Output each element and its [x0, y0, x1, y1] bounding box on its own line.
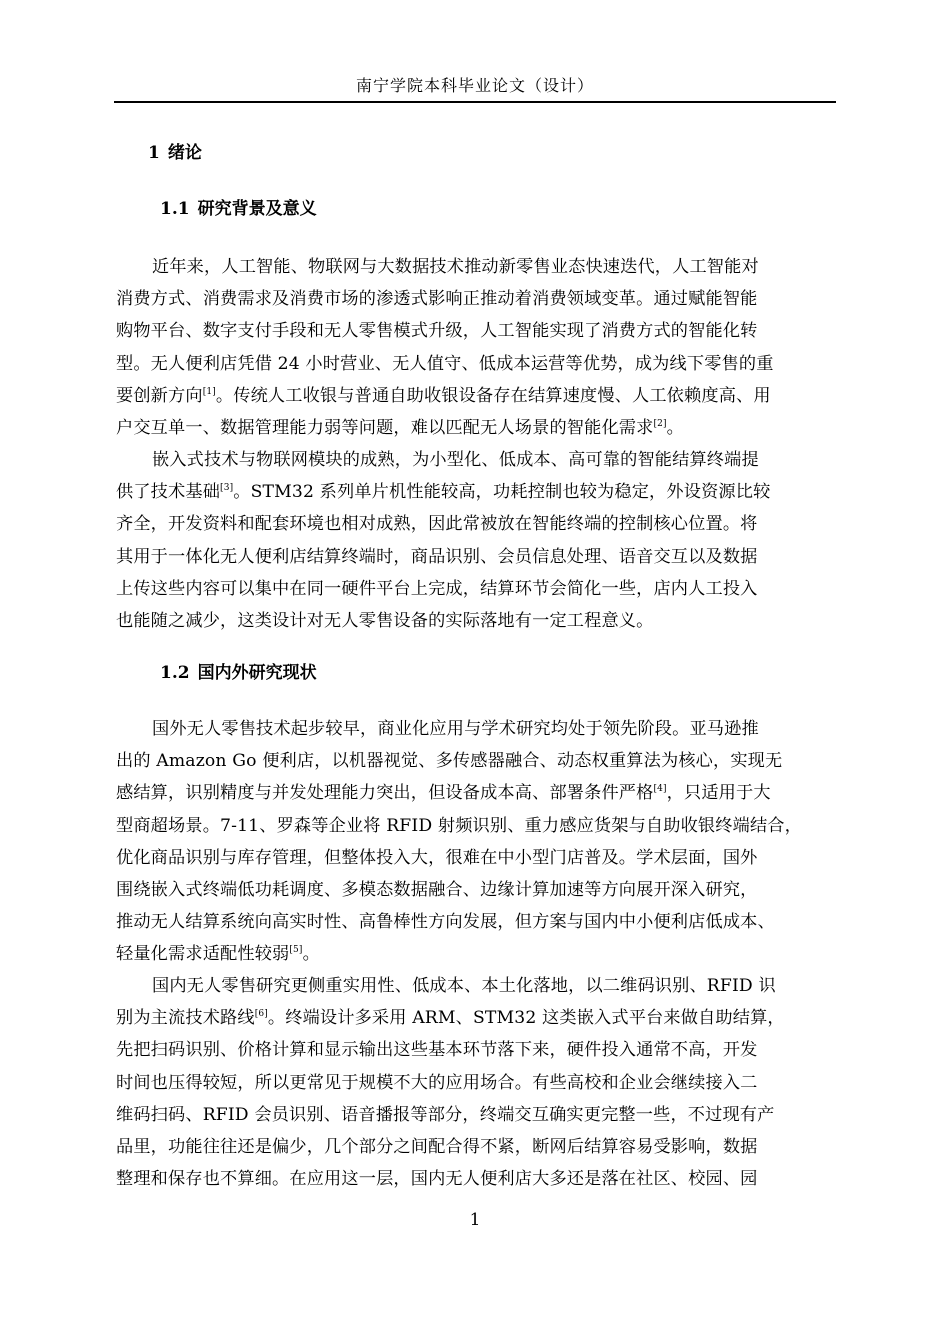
chapter-number: 1: [148, 143, 160, 163]
text-line: 优化商品识别与库存管理，但整体投入大，很难在中小型门店普及。学术层面，国外: [116, 847, 758, 868]
citation-ref: [6]: [254, 1009, 268, 1020]
citation-ref: [1]: [202, 386, 216, 397]
chapter-title: 绪论: [167, 143, 202, 163]
citation-ref: [4]: [653, 784, 667, 795]
section-title: 国内外研究现状: [197, 663, 317, 683]
text-line: 供了技术基础[3]。STM32 系列单片机性能较高，功耗控制也较为稳定，外设资源比较: [116, 482, 771, 503]
text-line: 品里，功能往往还是偏少，几个部分之间配合得不紧，断网后结算容易受影响，数据: [116, 1137, 758, 1158]
text-line: 先把扫码识别、价格计算和显示输出这些基本环节落下来，硬件投入通常不高，开发: [116, 1040, 758, 1061]
text-line: 齐全，开发资料和配套环境也相对成熟，因此常被放在智能终端的控制核心位置。将: [116, 514, 758, 535]
text-line: 推动无人结算系统向高实时性、高鲁棒性方向发展，但方案与国内中小便利店低成本、: [116, 912, 775, 933]
section-title: 研究背景及意义: [197, 199, 317, 219]
paragraph: [116, 713, 838, 971]
text-line: 购物平台、数字支付手段和无人零售模式升级，人工智能实现了消费方式的智能化转: [116, 321, 758, 342]
text-line: 也能随之减少，这类设计对无人零售设备的实际落地有一定工程意义。: [116, 611, 654, 632]
text-line: 近年来，人工智能、物联网与大数据技术推动新零售业态快速迭代，人工智能对: [152, 257, 759, 277]
section-number: 1.2: [160, 663, 190, 683]
text-line: 别为主流技术路线[6]。终端设计多采用 ARM、STM32 这类嵌入式平台来做自助结算，: [116, 1008, 785, 1029]
text-line: 轻量化需求适配性较弱[5]。: [116, 944, 320, 965]
text-line: 整理和保存也不算细。在应用这一层，国内无人便利店大多还是落在社区、校园、园: [116, 1169, 758, 1190]
citation-ref: [5]: [289, 945, 303, 956]
text-line: 国外无人零售技术起步较早，商业化应用与学术研究均处于领先阶段。亚马逊推: [152, 719, 759, 739]
text-line: 消费方式、消费需求及消费市场的渗透式影响正推动着消费领域变革。通过赋能智能: [116, 289, 758, 310]
text-line: 时间也压得较短，所以更常见于规模不大的应用场合。有些高校和企业会继续接入二: [116, 1072, 758, 1093]
section-number: 1.1: [160, 199, 190, 219]
text-line: 户交互单一、数据管理能力弱等问题，难以匹配无人场景的智能化需求[2]。: [116, 418, 685, 439]
page-number: 1: [469, 1210, 481, 1230]
section-heading-1-2: [160, 660, 317, 686]
paragraph: [116, 251, 838, 444]
text-line: 出的 Amazon Go 便利店，以机器视觉、多传感器融合、动态权重算法为核心，实现无: [116, 751, 783, 772]
running-header: 南宁学院本科毕业论文（设计）: [355, 76, 594, 95]
paragraph: [116, 970, 838, 1195]
text-line: 上传这些内容可以集中在同一硬件平台上完成，结算环节会简化一些，店内人工投入: [116, 578, 758, 599]
text-line: 型。无人便利店凭借 24 小时营业、无人值守、低成本运营等优势，成为线下零售的重: [116, 353, 774, 374]
header-rule: [114, 101, 836, 103]
text-line: 型商超场景。7-11、罗森等企业将 RFID 射频识别、重力感应货架与自助收银终端结合，: [116, 815, 802, 836]
text-line: 国内无人零售研究更侧重实用性、低成本、本土化落地，以二维码识别、RFID 识: [152, 976, 776, 996]
citation-ref: [2]: [653, 419, 667, 430]
citation-ref: [3]: [220, 483, 234, 494]
text-line: 围绕嵌入式终端低功耗调度、多模态数据融合、边缘计算加速等方向展开深入研究，: [116, 880, 758, 901]
text-line: 要创新方向[1]。传统人工收银与普通自助收银设备存在结算速度慢、人工依赖度高、用: [116, 385, 771, 406]
text-line: 嵌入式技术与物联网模块的成熟，为小型化、低成本、高可靠的智能结算终端提: [152, 450, 759, 470]
chapter-heading: [148, 140, 202, 166]
text-line: 维码扫码、RFID 会员识别、语音播报等部分，终端交互确实更完整一些，不过现有产: [116, 1104, 775, 1125]
text-line: 其用于一体化无人便利店结算终端时，商品识别、会员信息处理、语音交互以及数据: [116, 546, 758, 567]
text-line: 感结算，识别精度与并发处理能力突出，但设备成本高、部署条件严格[4]，只适用于大: [116, 783, 771, 804]
section-heading-1-1: [160, 196, 317, 222]
paragraph: [116, 444, 838, 637]
